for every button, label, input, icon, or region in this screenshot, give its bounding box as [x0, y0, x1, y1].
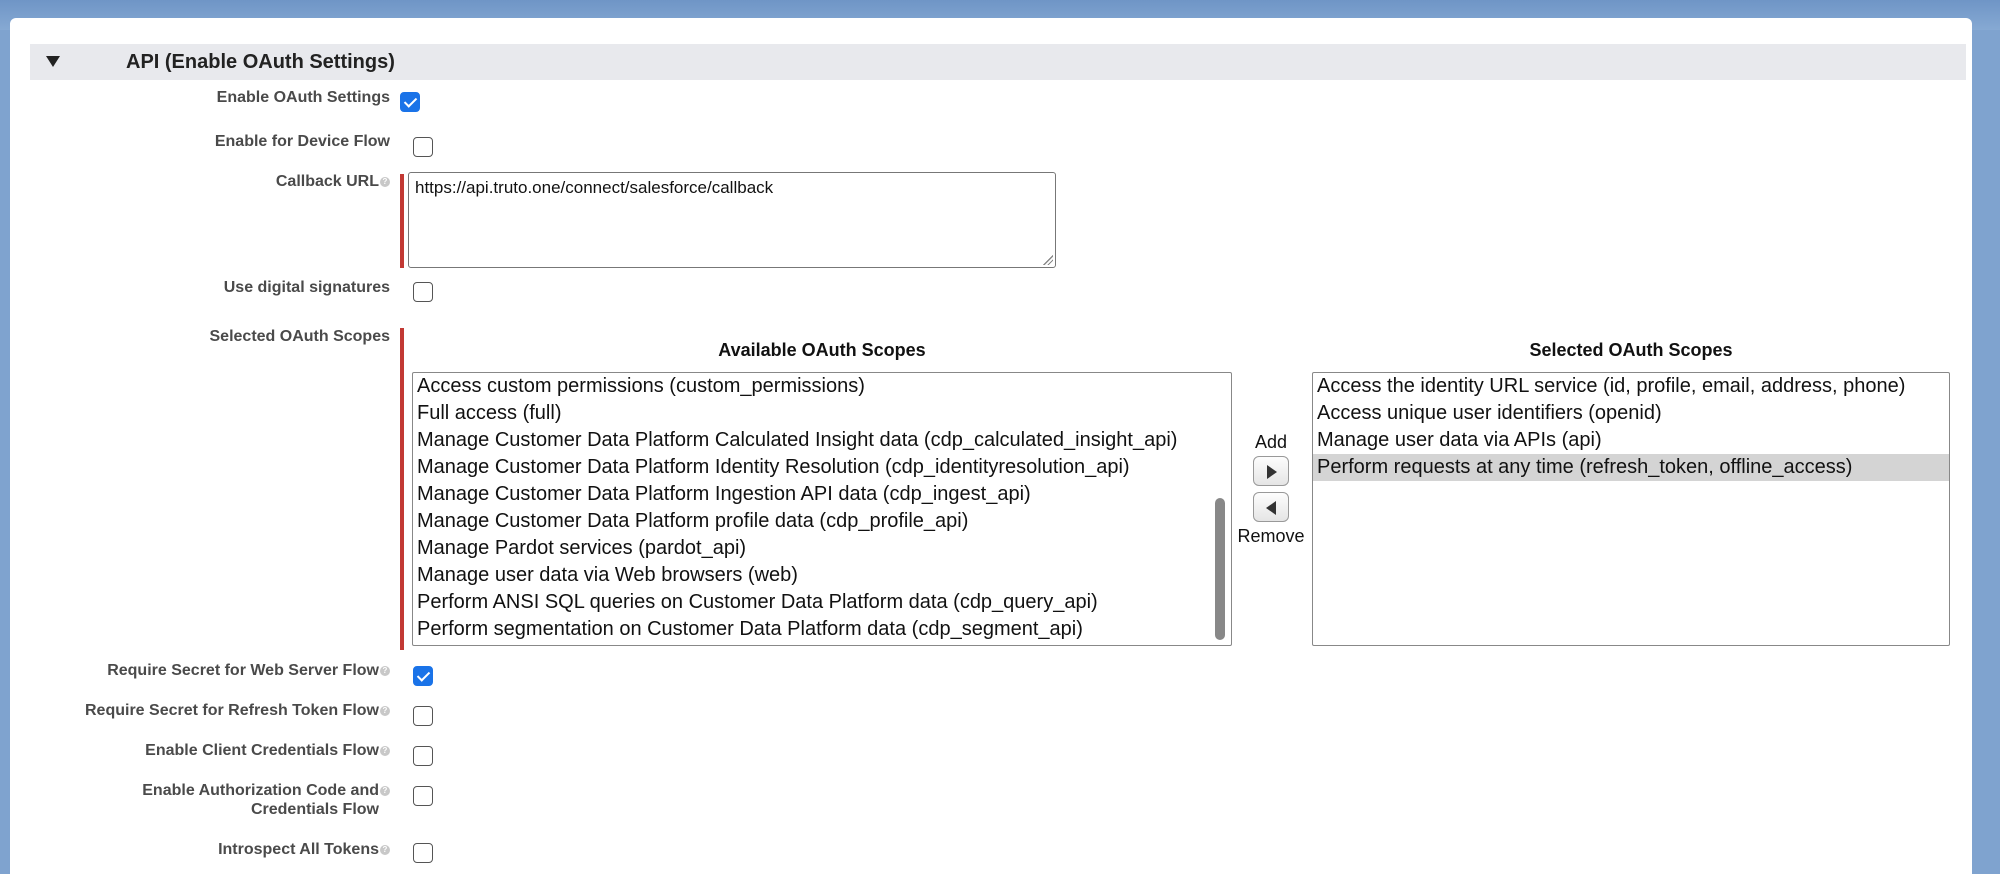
digital-signatures-label: Use digital signatures [223, 279, 390, 296]
scope-option[interactable]: Manage Pardot services (pardot_api) [417, 537, 747, 559]
scope-option[interactable]: Manage Customer Data Platform Calculated Insight data (cdp_calculated_insight_api) [417, 429, 1178, 451]
selected-scopes-title: Selected OAuth Scopes [1529, 340, 1733, 360]
introspect-tokens-checkbox[interactable] [413, 843, 433, 863]
require-secret-refresh-label: Require Secret for Refresh Token Flow ? [10, 701, 390, 720]
help-icon[interactable]: ? [380, 666, 390, 676]
client-credentials-label: Enable Client Credentials Flow ? [10, 741, 390, 760]
oauth-scopes-label: Selected OAuth Scopes [209, 328, 390, 345]
required-indicator [400, 174, 404, 268]
help-icon[interactable]: ? [380, 706, 390, 716]
add-scope-button[interactable] [1253, 456, 1289, 486]
section-header[interactable] [30, 44, 1966, 80]
available-scopes-list[interactable] [412, 372, 1232, 646]
arrow-left-icon [1266, 501, 1276, 515]
client-credentials-checkbox[interactable] [413, 746, 433, 766]
oauth-settings-panel [10, 18, 1972, 874]
auth-code-credentials-label: Enable Authorization Code and ? Credentials Flow [10, 781, 390, 819]
required-indicator [400, 328, 404, 650]
help-icon[interactable]: ? [380, 845, 390, 855]
enable-oauth-label: Enable OAuth Settings [216, 89, 390, 106]
scope-option[interactable]: Manage Customer Data Platform Ingestion API data (cdp_ingest_api) [417, 483, 1031, 505]
remove-scope-button[interactable] [1253, 492, 1289, 522]
help-icon[interactable]: ? [380, 746, 390, 756]
scope-option[interactable]: Perform segmentation on Customer Data Platform data (cdp_segment_api) [417, 618, 1083, 640]
scope-option[interactable]: Manage Customer Data Platform profile data (cdp_profile_api) [417, 510, 969, 532]
scope-option[interactable]: Access custom permissions (custom_permissions) [417, 375, 865, 397]
digital-signatures-checkbox[interactable] [413, 282, 433, 302]
available-scopes-scrollbar[interactable] [1215, 498, 1225, 640]
remove-label: Remove [1237, 526, 1305, 546]
enable-oauth-checkbox[interactable] [400, 92, 420, 112]
help-icon[interactable]: ? [380, 177, 390, 187]
scope-option[interactable]: Access the identity URL service (id, profile, email, address, phone) [1317, 375, 1906, 397]
scope-option[interactable]: Perform requests at any time (refresh_token, offline_access) [1313, 454, 1949, 481]
introspect-tokens-label: Introspect All Tokens ? [10, 840, 390, 859]
auth-code-credentials-checkbox[interactable] [413, 786, 433, 806]
device-flow-checkbox[interactable] [413, 137, 433, 157]
require-secret-web-label: Require Secret for Web Server Flow ? [10, 661, 390, 680]
scope-option[interactable]: Full access (full) [417, 402, 562, 424]
arrow-right-icon [1267, 465, 1277, 479]
scope-option[interactable]: Access unique user identifiers (openid) [1317, 402, 1662, 424]
scope-option[interactable]: Manage Customer Data Platform Identity Resolution (cdp_identityresolution_api) [417, 456, 1130, 478]
require-secret-refresh-checkbox[interactable] [413, 706, 433, 726]
callback-url-label: Callback URL ? [10, 172, 390, 191]
callback-url-textarea[interactable]: https://api.truto.one/connect/salesforce/callback [408, 172, 1056, 268]
selected-scopes-list[interactable] [1312, 372, 1950, 646]
require-secret-web-checkbox[interactable] [413, 666, 433, 686]
scope-option[interactable]: Manage user data via APIs (api) [1317, 429, 1602, 451]
triangle-down-icon[interactable] [46, 56, 60, 67]
scope-option[interactable]: Manage user data via Web browsers (web) [417, 564, 798, 586]
scope-option[interactable]: Perform ANSI SQL queries on Customer Data Platform data (cdp_query_api) [417, 591, 1098, 613]
add-label: Add [1254, 432, 1288, 452]
section-title: API (Enable OAuth Settings) [126, 51, 395, 73]
help-icon[interactable]: ? [380, 786, 390, 796]
device-flow-label: Enable for Device Flow [214, 133, 390, 150]
resize-handle-icon[interactable] [1043, 255, 1053, 265]
available-scopes-title: Available OAuth Scopes [718, 340, 926, 360]
